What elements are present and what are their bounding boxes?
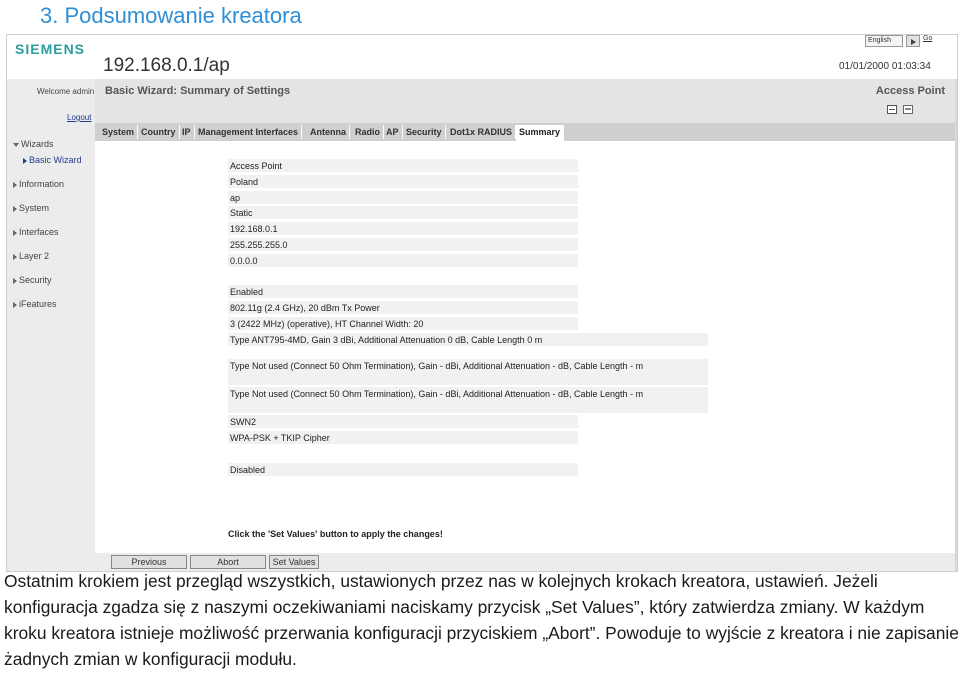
field-value: 192.168.0.1 xyxy=(228,222,578,235)
field-value: 255.255.255.0 xyxy=(228,238,578,251)
nav-item-security[interactable] xyxy=(13,275,52,285)
nav-item-label: Layer 2 xyxy=(19,251,50,261)
device-address: 192.168.0.1/ap xyxy=(103,55,230,76)
nav-item-label: iFeatures xyxy=(19,299,57,309)
field-value: Poland xyxy=(228,175,578,188)
field-value: Type Not used (Connect 50 Ohm Termination), Gain - dBi, Additional Attenuation - dB, Cable Length - m xyxy=(228,387,708,413)
field-value: 0.0.0.0 xyxy=(228,254,578,267)
field-value: Type ANT795-4MD, Gain 3 dBi, Additional Attenuation 0 dB, Cable Length 0 m xyxy=(228,333,708,346)
chevron-right-icon xyxy=(13,254,17,260)
app-window xyxy=(6,34,958,572)
vertical-scrollbar[interactable] xyxy=(955,79,958,572)
apply-changes-note: Click the 'Set Values' button to apply the changes! xyxy=(228,529,443,539)
field-value: Type Not used (Connect 50 Ohm Termination), Gain - dBi, Additional Attenuation - dB, Cable Length - m xyxy=(228,359,708,385)
abort-button[interactable]: Abort xyxy=(190,555,266,569)
summary-panel xyxy=(95,141,955,572)
description-paragraph: Ostatnim krokiem jest przegląd wszystkich, ustawionych przez nas w kolejnych krokach kreatora, ustawień. Jeżeli konfiguracja zgadza się z naszymi oczekiwaniami naciskamy przycisk „Set Values”, który zatwierdza zmiany. W każdym kroku kreatora istnieje możliwość przerwania konfiguracji przyciskiem „Abort”. Powoduje to wyjście z kreatora i nie zapisanie żadnych zmian w konfiguracji modułu. xyxy=(4,571,959,669)
tab-dot1x-radius[interactable]: Dot1x RADIUS xyxy=(447,125,516,139)
previous-button[interactable]: Previous xyxy=(111,555,187,569)
field-value: ap xyxy=(228,191,578,204)
tab-security[interactable]: Security xyxy=(403,125,446,139)
chevron-right-icon xyxy=(13,278,17,284)
nav-item-label: System xyxy=(19,203,50,213)
nav-item-ifeatures[interactable] xyxy=(13,299,57,309)
nav-item-information[interactable] xyxy=(13,179,64,189)
field-value: Static xyxy=(228,206,578,219)
tab-radio[interactable]: Radio xyxy=(352,125,384,139)
field-value: WPA-PSK + TKIP Cipher xyxy=(228,431,578,444)
print-icon[interactable] xyxy=(903,105,913,114)
tab-summary[interactable]: Summary xyxy=(516,125,564,141)
field-value: SWN2 xyxy=(228,415,578,428)
chevron-right-icon xyxy=(13,182,17,188)
nav-item-basic-wizard[interactable] xyxy=(23,155,82,165)
nav-item-label: Interfaces xyxy=(19,227,59,237)
chevron-right-icon xyxy=(13,302,17,308)
welcome-text: Welcome admin xyxy=(37,87,95,96)
nav-item-label: Security xyxy=(19,275,52,285)
top-header xyxy=(7,35,957,79)
nav-item-interfaces[interactable] xyxy=(13,227,59,237)
system-datetime: 01/01/2000 01:03:34 xyxy=(839,61,931,72)
document-heading: 3. Podsumowanie kreatora xyxy=(40,3,302,28)
logout-link[interactable]: Logout xyxy=(67,113,92,122)
field-value: 3 (2422 MHz) (operative), HT Channel Width: 20 xyxy=(228,317,578,330)
nav-item-label: Information xyxy=(19,179,65,189)
field-value: 802.11g (2.4 GHz), 20 dBm Tx Power xyxy=(228,301,578,314)
product-name: Access Point xyxy=(875,85,945,97)
tab-management-interfaces[interactable]: Management Interfaces xyxy=(195,125,302,139)
nav-item-layer2[interactable] xyxy=(13,251,49,261)
field-value: Access Point xyxy=(228,159,578,172)
tab-antenna[interactable]: Antenna xyxy=(307,125,350,139)
nav-item-system[interactable] xyxy=(13,203,49,213)
go-link[interactable]: Go xyxy=(923,35,933,42)
nav-item-label: Wizards xyxy=(21,139,54,149)
chevron-down-icon xyxy=(13,143,19,147)
left-navigation xyxy=(7,79,95,572)
chevron-right-icon xyxy=(13,230,17,236)
chevron-right-icon xyxy=(13,206,17,212)
tab-system[interactable]: System xyxy=(99,125,138,139)
chevron-right-icon xyxy=(23,158,27,164)
nav-item-wizards[interactable] xyxy=(13,139,54,149)
tab-ap[interactable]: AP xyxy=(383,125,403,139)
language-select[interactable]: English xyxy=(865,35,903,47)
page-header xyxy=(95,79,955,123)
tab-ip[interactable]: IP xyxy=(179,125,195,139)
expand-icon[interactable] xyxy=(887,105,897,114)
field-value: Enabled xyxy=(228,285,578,298)
page-title: Basic Wizard: Summary of Settings xyxy=(105,85,291,97)
tab-country[interactable]: Country xyxy=(138,125,180,139)
set-values-button[interactable]: Set Values xyxy=(269,555,319,569)
field-value: Disabled xyxy=(228,463,578,476)
wizard-tabs xyxy=(95,123,955,141)
nav-item-label: Basic Wizard xyxy=(29,155,82,165)
siemens-logo: SIEMENS xyxy=(15,41,86,57)
language-go-button[interactable] xyxy=(906,35,920,47)
